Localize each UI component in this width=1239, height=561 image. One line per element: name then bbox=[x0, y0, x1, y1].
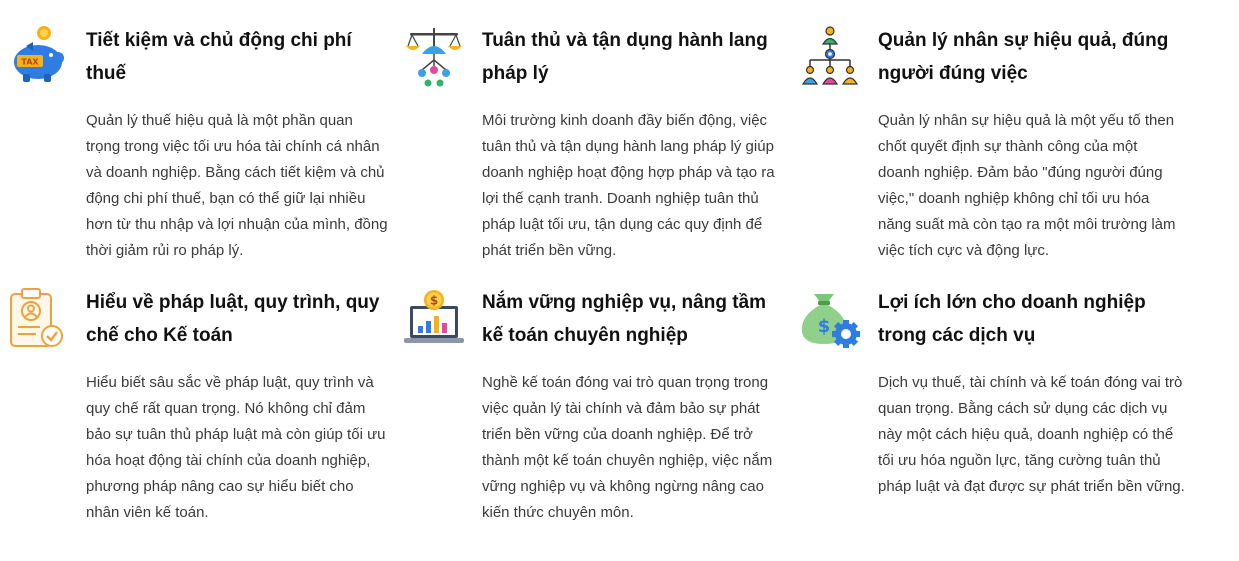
piggy-bank-tax-icon bbox=[6, 24, 70, 88]
laptop-chart-coin-icon bbox=[402, 286, 466, 350]
feature-title: Lợi ích lớn cho doanh nghiệp trong các dịch vụ bbox=[878, 292, 1146, 346]
org-chart-people-icon bbox=[798, 24, 862, 88]
money-bag-gear-icon bbox=[798, 286, 862, 350]
feature-description: Dịch vụ thuế, tài chính và kế toán đóng vai trò quan trọng. Bằng cách sử dụng các dịch vụ này một cách hiệu quả, doanh nghiệp có thể tối ưu hóa nguồn lực, tăng cường tuân thủ pháp luật và đạt được sự phát triển bền vững. bbox=[878, 374, 1185, 495]
feature-description: Nghề kế toán đóng vai trò quan trọng trong việc quản lý tài chính và đảm bảo sự phát triển bền vững của doanh nghiệp. Để trở thành một kế toán chuyên nghiệp, việc nắm vững nghiệp vụ và không ngừng nâng cao kiến thức chuyên môn. bbox=[482, 374, 773, 521]
feature-description: Môi trường kinh doanh đầy biến động, việc tuân thủ và tận dụng hành lang pháp lý giúp doanh nghiệp hoạt động hợp pháp và tạo ra lợi thế cạnh tranh. Doanh nghiệp tuân thủ pháp luật tối ưu, tận dụng các quy định để phát triển bền vững. bbox=[482, 112, 775, 259]
feature-title: Hiểu về pháp luật, quy trình, quy chế cho Kế toán bbox=[86, 292, 380, 346]
feature-description: Quản lý thuế hiệu quả là một phần quan trọng trong việc tối ưu hóa tài chính cá nhân và doanh nghiệp. Bằng cách tiết kiệm và chủ động chi phí thuế, bạn có thể giữ lại nhiều hơn từ thu nhập và lợi nhuận của mình, đồng thời giảm rủi ro pháp lý. bbox=[86, 112, 388, 259]
feature-description: Quản lý nhân sự hiệu quả là một yếu tố then chốt quyết định sự thành công của một doanh nghiệp. Đảm bảo "đúng người đúng việc," doanh nghiệp không chỉ tối ưu hóa năng suất mà còn tạo ra một môi trường làm việc tích cực và động lực. bbox=[878, 112, 1176, 259]
scales-network-icon bbox=[402, 24, 466, 88]
clipboard-profile-check-icon bbox=[6, 286, 70, 350]
feature-title: Tiết kiệm và chủ động chi phí thuế bbox=[86, 30, 352, 84]
svg-text:$: $ bbox=[817, 316, 831, 337]
feature-description: Hiểu biết sâu sắc về pháp luật, quy trình và quy chế rất quan trọng. Nó không chỉ đảm bảo sự tuân thủ pháp luật mà còn giúp tối ưu hóa hoạt động tài chính của doanh nghiệp, phương pháp nâng cao sự hiểu biết cho nhân viên kế toán. bbox=[86, 374, 386, 521]
feature-title: Nắm vững nghiệp vụ, nâng tầm kế toán chuyên nghiệp bbox=[482, 292, 767, 346]
feature-title: Tuân thủ và tận dụng hành lang pháp lý bbox=[482, 30, 768, 84]
feature-title: Quản lý nhân sự hiệu quả, đúng người đúng việc bbox=[878, 30, 1169, 84]
svg-text:$: $ bbox=[429, 293, 439, 308]
svg-text:TAX: TAX bbox=[21, 57, 39, 67]
